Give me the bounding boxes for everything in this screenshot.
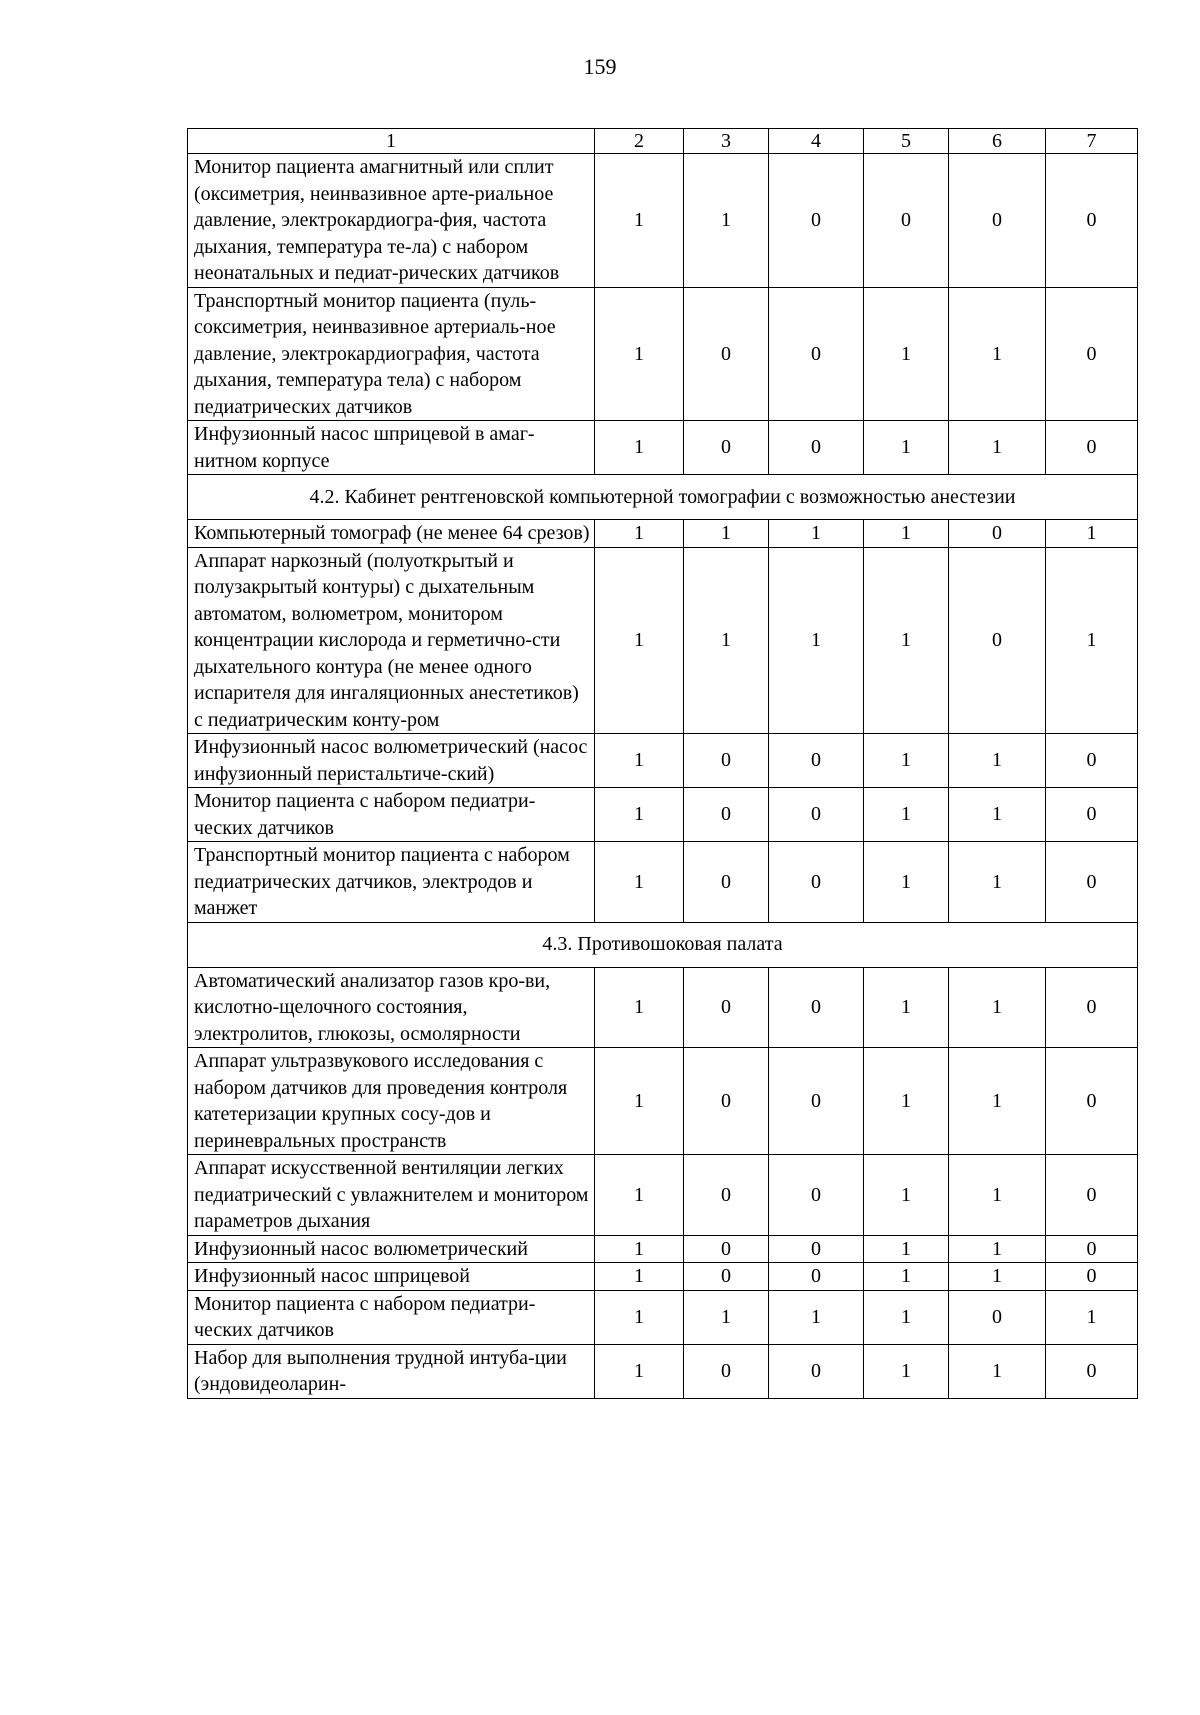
quantity-cell: 1 xyxy=(684,154,769,288)
column-number: 1 xyxy=(188,129,595,154)
quantity-cell: 1 xyxy=(864,1263,949,1291)
equipment-name: Инфузионный насос шприцевой xyxy=(188,1263,595,1291)
quantity-cell: 0 xyxy=(1046,1048,1138,1155)
quantity-cell: 1 xyxy=(595,1263,684,1291)
quantity-cell: 1 xyxy=(949,788,1046,842)
quantity-cell: 1 xyxy=(949,421,1046,475)
quantity-cell: 0 xyxy=(769,967,864,1048)
quantity-cell: 0 xyxy=(1046,421,1138,475)
equipment-name: Аппарат ультразвукового исследования с набором датчиков для проведения контроля катетеризации крупных сосу-дов и периневральных пространств xyxy=(188,1048,595,1155)
equipment-name: Набор для выполнения трудной интуба-ции (эндовидеоларин- xyxy=(188,1344,595,1398)
quantity-cell: 0 xyxy=(769,842,864,923)
equipment-name: Аппарат искусственной вентиляции легких педиатрический с увлажнителем и монитором параметров дыхания xyxy=(188,1155,595,1236)
quantity-cell: 1 xyxy=(949,1155,1046,1236)
quantity-cell: 0 xyxy=(1046,287,1138,421)
quantity-cell: 0 xyxy=(769,1344,864,1398)
equipment-name: Инфузионный насос волюметрический xyxy=(188,1235,595,1263)
equipment-name: Компьютерный томограф (не менее 64 срезов) xyxy=(188,520,595,548)
table-row xyxy=(188,1263,1138,1291)
quantity-cell: 1 xyxy=(864,967,949,1048)
quantity-cell: 1 xyxy=(595,788,684,842)
quantity-cell: 0 xyxy=(1046,788,1138,842)
quantity-cell: 1 xyxy=(864,547,949,734)
table-row xyxy=(188,421,1138,475)
column-number: 2 xyxy=(595,129,684,154)
page-number: 159 xyxy=(583,54,617,79)
table-row xyxy=(188,788,1138,842)
quantity-cell: 1 xyxy=(864,1235,949,1263)
quantity-cell: 0 xyxy=(769,1048,864,1155)
quantity-cell: 0 xyxy=(769,788,864,842)
section-heading: 4.2. Кабинет рентгеновской компьютерной томографии с возможностью анестезии xyxy=(188,475,1138,520)
equipment-name: Автоматический анализатор газов кро-ви, кислотно-щелочного состояния, электролитов, глюкозы, осмолярности xyxy=(188,967,595,1048)
quantity-cell: 1 xyxy=(595,520,684,548)
quantity-cell: 1 xyxy=(864,287,949,421)
table-row xyxy=(188,547,1138,734)
quantity-cell: 0 xyxy=(684,1048,769,1155)
quantity-cell: 1 xyxy=(595,1344,684,1398)
quantity-cell: 1 xyxy=(864,1155,949,1236)
quantity-cell: 1 xyxy=(949,842,1046,923)
quantity-cell: 1 xyxy=(1046,1290,1138,1344)
quantity-cell: 0 xyxy=(684,1344,769,1398)
quantity-cell: 1 xyxy=(595,967,684,1048)
quantity-cell: 0 xyxy=(1046,1155,1138,1236)
table-row xyxy=(188,734,1138,788)
quantity-cell: 0 xyxy=(684,421,769,475)
section-heading: 4.3. Противошоковая палата xyxy=(188,922,1138,967)
quantity-cell: 1 xyxy=(595,287,684,421)
quantity-cell: 0 xyxy=(769,287,864,421)
quantity-cell: 1 xyxy=(949,1048,1046,1155)
quantity-cell: 0 xyxy=(769,1235,864,1263)
quantity-cell: 1 xyxy=(864,788,949,842)
quantity-cell: 0 xyxy=(949,520,1046,548)
quantity-cell: 1 xyxy=(595,1290,684,1344)
table-row xyxy=(188,1290,1138,1344)
table-row xyxy=(188,520,1138,548)
quantity-cell: 1 xyxy=(684,520,769,548)
quantity-cell: 1 xyxy=(864,520,949,548)
quantity-cell: 0 xyxy=(949,547,1046,734)
equipment-name: Инфузионный насос волюметрический (насос инфузионный перистальтиче-ский) xyxy=(188,734,595,788)
quantity-cell: 0 xyxy=(1046,734,1138,788)
quantity-cell: 0 xyxy=(769,421,864,475)
quantity-cell: 0 xyxy=(769,734,864,788)
column-number: 3 xyxy=(684,129,769,154)
quantity-cell: 1 xyxy=(769,547,864,734)
table-row xyxy=(188,1048,1138,1155)
column-number: 4 xyxy=(769,129,864,154)
table-row xyxy=(188,1155,1138,1236)
quantity-cell: 1 xyxy=(595,421,684,475)
quantity-cell: 0 xyxy=(1046,1263,1138,1291)
quantity-cell: 1 xyxy=(595,734,684,788)
quantity-cell: 1 xyxy=(949,1263,1046,1291)
table-row xyxy=(188,1344,1138,1398)
table-row xyxy=(188,287,1138,421)
quantity-cell: 1 xyxy=(769,1290,864,1344)
quantity-cell: 1 xyxy=(864,421,949,475)
quantity-cell: 1 xyxy=(595,547,684,734)
quantity-cell: 0 xyxy=(684,1155,769,1236)
quantity-cell: 0 xyxy=(769,154,864,288)
quantity-cell: 1 xyxy=(1046,520,1138,548)
table-row xyxy=(188,154,1138,288)
quantity-cell: 0 xyxy=(684,788,769,842)
table-body xyxy=(188,129,1138,1399)
quantity-cell: 1 xyxy=(864,842,949,923)
quantity-cell: 0 xyxy=(684,967,769,1048)
quantity-cell: 1 xyxy=(949,1235,1046,1263)
equipment-name: Транспортный монитор пациента с набором педиатрических датчиков, электродов и манжет xyxy=(188,842,595,923)
quantity-cell: 0 xyxy=(1046,1235,1138,1263)
quantity-cell: 0 xyxy=(684,1235,769,1263)
quantity-cell: 0 xyxy=(684,1263,769,1291)
equipment-name: Монитор пациента с набором педиатри-ческих датчиков xyxy=(188,1290,595,1344)
quantity-cell: 1 xyxy=(949,734,1046,788)
quantity-cell: 1 xyxy=(684,1290,769,1344)
quantity-cell: 0 xyxy=(684,287,769,421)
table-row xyxy=(188,967,1138,1048)
quantity-cell: 0 xyxy=(769,1155,864,1236)
quantity-cell: 1 xyxy=(864,1290,949,1344)
table-row xyxy=(188,842,1138,923)
equipment-name: Инфузионный насос шприцевой в амаг-нитном корпусе xyxy=(188,421,595,475)
section-heading-row xyxy=(188,922,1138,967)
column-number-row xyxy=(188,129,1138,154)
quantity-cell: 1 xyxy=(864,1048,949,1155)
quantity-cell: 0 xyxy=(949,1290,1046,1344)
quantity-cell: 0 xyxy=(1046,967,1138,1048)
quantity-cell: 1 xyxy=(864,734,949,788)
quantity-cell: 1 xyxy=(949,967,1046,1048)
quantity-cell: 1 xyxy=(595,1155,684,1236)
table-row xyxy=(188,1235,1138,1263)
quantity-cell: 1 xyxy=(769,520,864,548)
quantity-cell: 0 xyxy=(1046,842,1138,923)
equipment-name: Монитор пациента амагнитный или сплит (оксиметрия, неинвазивное арте-риальное давление, электрокардиогра-фия, частота дыхания, температура те-ла) с набором неонатальных и педиат-рических датчиков xyxy=(188,154,595,288)
equipment-name: Монитор пациента с набором педиатри-ческих датчиков xyxy=(188,788,595,842)
quantity-cell: 0 xyxy=(1046,154,1138,288)
quantity-cell: 1 xyxy=(684,547,769,734)
equipment-name: Аппарат наркозный (полуоткрытый и полузакрытый контуры) с дыхательным автоматом, волюметром, монитором концентрации кислорода и герметично-сти дыхательного контура (не менее одного испарителя для ингаляционных анестетиков) с педиатрическим конту-ром xyxy=(188,547,595,734)
quantity-cell: 1 xyxy=(864,1344,949,1398)
quantity-cell: 0 xyxy=(684,842,769,923)
quantity-cell: 1 xyxy=(595,842,684,923)
quantity-cell: 1 xyxy=(595,154,684,288)
column-number: 5 xyxy=(864,129,949,154)
column-number: 7 xyxy=(1046,129,1138,154)
quantity-cell: 1 xyxy=(949,1344,1046,1398)
quantity-cell: 1 xyxy=(1046,547,1138,734)
quantity-cell: 0 xyxy=(769,1263,864,1291)
column-number: 6 xyxy=(949,129,1046,154)
quantity-cell: 0 xyxy=(684,734,769,788)
quantity-cell: 1 xyxy=(949,287,1046,421)
quantity-cell: 0 xyxy=(949,154,1046,288)
quantity-cell: 1 xyxy=(595,1235,684,1263)
equipment-table xyxy=(187,128,1138,1399)
quantity-cell: 0 xyxy=(1046,1344,1138,1398)
quantity-cell: 1 xyxy=(595,1048,684,1155)
equipment-name: Транспортный монитор пациента (пуль-соксиметрия, неинвазивное артериаль-ное давление, электрокардиография, частота дыхания, температура тела) с набором педиатрических датчиков xyxy=(188,287,595,421)
quantity-cell: 0 xyxy=(864,154,949,288)
section-heading-row xyxy=(188,475,1138,520)
